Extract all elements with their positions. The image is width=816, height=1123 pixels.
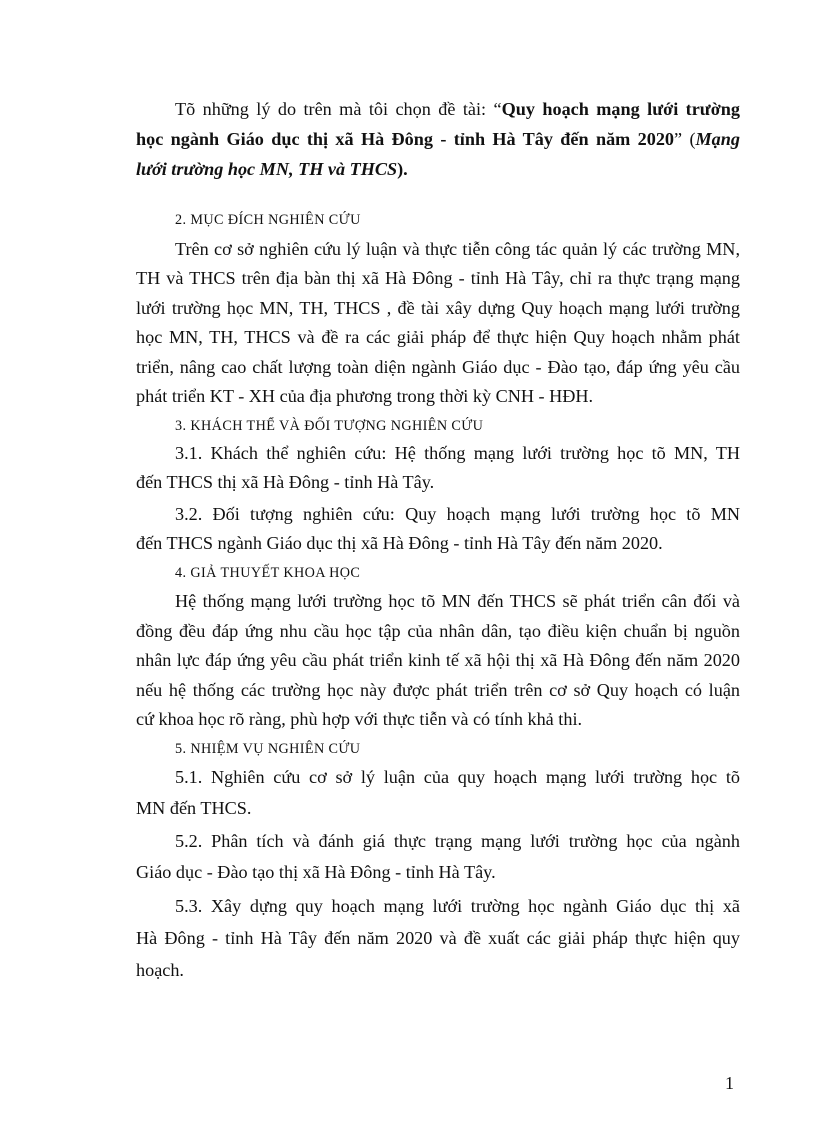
section-3-2-line: 3.2. Đối tượng nghiên cứu: Quy hoạch mạng lưới trường học tõ MN <box>175 504 740 524</box>
thesis-scope-part-1: Mạng <box>695 129 740 149</box>
section-5-2-line: Giáo dục - Đào tạo thị xã Hà Đông - tỉnh Hà Tây. <box>136 862 496 882</box>
intro-line-1 <box>175 97 740 121</box>
section-5-3-line: hoạch. <box>136 960 184 980</box>
intro-end-punct: ). <box>397 159 408 179</box>
thesis-title-part-2: học ngành Giáo dục thị xã Hà Đông - tỉnh Hà Tây đến năm 2020 <box>136 129 675 149</box>
section-5-3-line: 5.3. Xây dựng quy hoạch mạng lưới trường học ngành Giáo dục thị xã <box>175 896 740 916</box>
intro-punct: ” ( <box>674 129 696 149</box>
section-4-line: Hệ thống mạng lưới trường học tõ MN đến THCS sẽ phát triển cân đối và <box>175 591 740 611</box>
page-number: 1 <box>725 1073 734 1093</box>
intro-text: Tõ những lý do trên mà tôi chọn đề tài: “ <box>175 99 502 119</box>
section-2-line: triển, nâng cao chất lượng toàn diện ngành Giáo dục - Đào tạo, đáp ứng yêu cầu <box>136 357 740 377</box>
section-2-line: TH và THCS trên địa bàn thị xã Hà Đông - tỉnh Hà Tây, chỉ ra thực trạng mạng <box>136 268 740 288</box>
section-4-line: nhân lực đáp ứng yêu cầu phát triển kinh tế xã hội thị xã Hà Đông đến năm 2020 <box>136 650 740 670</box>
intro-line-2 <box>136 127 740 151</box>
section-3-1-line: 3.1. Khách thể nghiên cứu: Hệ thống mạng lưới trường học tõ MN, TH <box>175 443 740 463</box>
section-5-3-line: Hà Đông - tỉnh Hà Tây đến năm 2020 và đề xuất các giải pháp thực hiện quy <box>136 928 740 948</box>
thesis-title-part-1: Quy hoạch mạng lưới trường <box>501 99 741 119</box>
section-5-1-line: MN đến THCS. <box>136 798 252 818</box>
section-4-line: cứ khoa học rõ ràng, phù hợp với thực tiễn và có tính khả thi. <box>136 709 583 729</box>
thesis-scope-part-2: lưới trường học MN, TH và THCS <box>136 159 398 179</box>
section-4-line: đồng đều đáp ứng nhu cầu học tập của nhân dân, tạo điều kiện chuẩn bị nguồn <box>136 621 740 641</box>
section-2-line: Trên cơ sở nghiên cứu lý luận và thực tiễn công tác quản lý các trường MN, <box>175 239 740 259</box>
intro-line-3 <box>136 157 740 181</box>
section-5-heading: 5. NHIỆM VỤ NGHIÊN CỨU <box>175 741 361 757</box>
section-2-line: lưới trường học MN, TH, THCS , đề tài xây dựng Quy hoạch mạng lưới trường <box>136 298 740 318</box>
section-2-line: phát triển KT - XH của địa phương trong thời kỳ CNH - HĐH. <box>136 386 594 406</box>
section-2-heading: 2. MỤC ĐÍCH NGHIÊN CỨU <box>175 212 361 228</box>
section-4-heading: 4. GIẢ THUYẾT KHOA HỌC <box>175 565 361 581</box>
section-5-1-line: 5.1. Nghiên cứu cơ sở lý luận của quy hoạch mạng lưới trường học tõ <box>175 767 740 787</box>
section-5-2-line: 5.2. Phân tích và đánh giá thực trạng mạng lưới trường học của ngành <box>175 831 740 851</box>
section-3-1-line: đến THCS thị xã Hà Đông - tỉnh Hà Tây. <box>136 472 435 492</box>
section-2-line: học MN, TH, THCS và đề ra các giải pháp để thực hiện Quy hoạch nhằm phát <box>136 327 740 347</box>
section-4-line: nếu hệ thống các trường học này được phát triển trên cơ sở Quy hoạch có luận <box>136 680 740 700</box>
section-3-2-line: đến THCS ngành Giáo dục thị xã Hà Đông - tỉnh Hà Tây đến năm 2020. <box>136 533 663 553</box>
section-3-heading: 3. KHÁCH THỂ VÀ ĐỐI TƯỢNG NGHIÊN CỨU <box>175 418 484 434</box>
